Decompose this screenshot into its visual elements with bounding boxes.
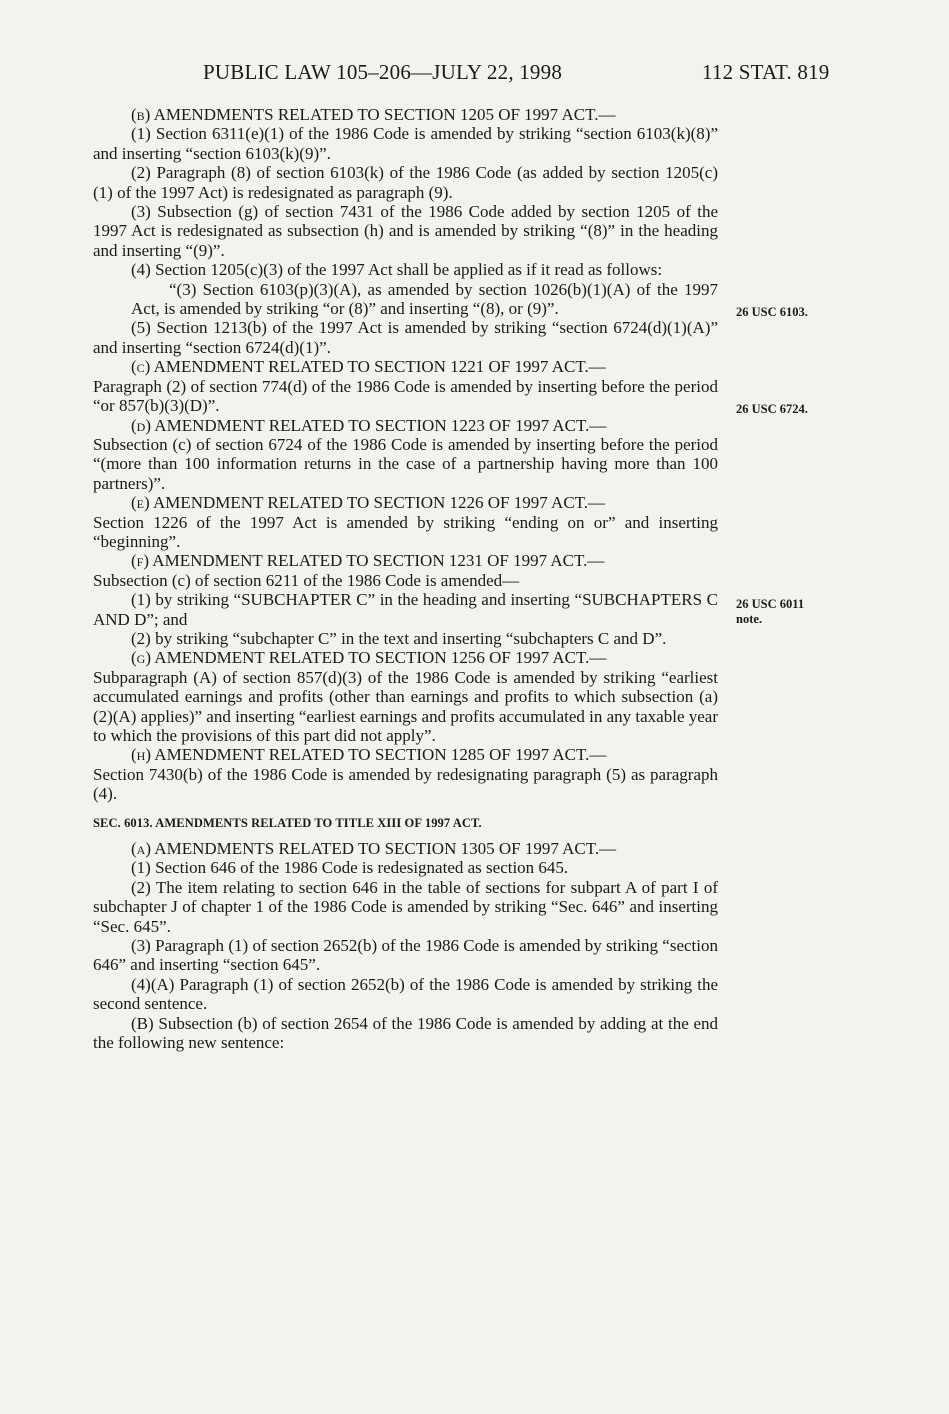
- document-body: [93, 105, 718, 1053]
- subsection-f-text: Subsection (c) of section 6211 of the 1986 Code is amended—: [93, 570, 520, 590]
- subsection-d-text: Subsection (c) of section 6724 of the 1986 Code is amended by inserting before the period “(more than 100 information returns in the case of a partnership having more than 100 partners)”.: [93, 434, 718, 493]
- header-stat-page: 112 STAT. 819: [702, 60, 830, 84]
- subsection-f-heading: (f) AMENDMENT RELATED TO SECTION 1231 OF 1997 ACT.—: [131, 551, 605, 571]
- paragraph-b5: (5) Section 1213(b) of the 1997 Act is amended by striking “section 6724(d)(1)(A)” and inserting “section 6724(d)(1)”.: [93, 318, 718, 357]
- paragraph-a4A: (4)(A) Paragraph (1) of section 2652(b) of the 1986 Code is amended by striking the second sentence.: [93, 974, 718, 1014]
- subsection-d-heading: (d) AMENDMENT RELATED TO SECTION 1223 OF 1997 ACT.—: [131, 415, 607, 435]
- paragraph-b4-quote: “(3) Section 6103(p)(3)(A), as amended by section 1026(b)(1)(A) of the 1997 Act, is amended by striking “or (8)” and inserting “(8), or (9)”.: [131, 279, 718, 319]
- subsection-h-text: Section 7430(b) of the 1986 Code is amended by redesignating paragraph (5) as paragraph (4).: [93, 764, 718, 804]
- subsection-c-heading: (c) AMENDMENT RELATED TO SECTION 1221 OF 1997 ACT.—: [131, 357, 606, 377]
- paragraph-a3: (3) Paragraph (1) of section 2652(b) of the 1986 Code is amended by striking “section 646” and inserting “section 645”.: [93, 936, 718, 975]
- section-6013-heading: SEC. 6013. AMENDMENTS RELATED TO TITLE XIII OF 1997 ACT.: [93, 815, 482, 830]
- margin-note-6724: 26 USC 6724.: [736, 402, 808, 416]
- paragraph-b3: (3) Subsection (g) of section 7431 of the 1986 Code added by section 1205 of the 1997 Act is redesignated as subsection (h) and is amended by striking “(8)” in the heading and inserting “(9)”.: [93, 202, 718, 260]
- paragraph-f1: (1) by striking “SUBCHAPTER C” in the heading and inserting “SUBCHAPTERS C AND D”; and: [93, 590, 718, 629]
- subsection-c-text: Paragraph (2) of section 774(d) of the 1986 Code is amended by inserting before the period “or 857(b)(3)(D)”.: [93, 376, 718, 416]
- subsection-e-text: Section 1226 of the 1997 Act is amended by striking “ending on or” and inserting “beginning”.: [93, 512, 718, 551]
- paragraph-b1: (1) Section 6311(e)(1) of the 1986 Code is amended by striking “section 6103(k)(8)” and inserting “section 6103(k)(9)”.: [93, 124, 718, 163]
- paragraph-b2: (2) Paragraph (8) of section 6103(k) of the 1986 Code (as added by section 1205(c)(1) of the 1997 Act) is redesignated as paragraph (9).: [93, 163, 718, 202]
- paragraph-b4: (4) Section 1205(c)(3) of the 1997 Act shall be applied as if it read as follows:: [131, 260, 663, 280]
- paragraph-a2: (2) The item relating to section 646 in the table of sections for subpart A of part I of subchapter J of chapter 1 of the 1986 Code is amended by striking “Sec. 646” and inserting “Sec. 645”.: [93, 877, 718, 936]
- paragraph-a1: (1) Section 646 of the 1986 Code is redesignated as section 645.: [131, 858, 569, 878]
- margin-note-6011-line1: 26 USC 6011: [736, 597, 805, 611]
- subsection-e-heading: (e) AMENDMENT RELATED TO SECTION 1226 OF 1997 ACT.—: [131, 493, 606, 513]
- margin-note-6011: [736, 597, 804, 627]
- margin-note-6103: 26 USC 6103.: [736, 305, 808, 319]
- paragraph-a4B: (B) Subsection (b) of section 2654 of the 1986 Code is amended by adding at the end the following new sentence:: [93, 1013, 718, 1053]
- margin-note-6011-line2: note.: [736, 612, 763, 626]
- subsection-b-heading: (b) AMENDMENTS RELATED TO SECTION 1205 OF 1997 ACT.—: [131, 105, 616, 124]
- subsection-g-text: Subparagraph (A) of section 857(d)(3) of the 1986 Code is amended by striking “earliest accumulated earnings and profits (other than earnings and profits to which subsection (a)(2)(A) applies)” and inserting “earliest earnings and profits accumulated in any taxable year to which the provisions of this part did not apply”.: [93, 667, 718, 745]
- subsection-h-heading: (h) AMENDMENT RELATED TO SECTION 1285 OF 1997 ACT.—: [131, 745, 607, 765]
- page-header: [0, 60, 949, 88]
- paragraph-f2: (2) by striking “subchapter C” in the text and inserting “subchapters C and D”.: [131, 628, 667, 648]
- subsection-a-heading: (a) AMENDMENTS RELATED TO SECTION 1305 OF 1997 ACT.—: [131, 839, 617, 859]
- header-title: PUBLIC LAW 105–206—JULY 22, 1998: [203, 60, 563, 84]
- subsection-g-heading: (g) AMENDMENT RELATED TO SECTION 1256 OF 1997 ACT.—: [131, 648, 607, 668]
